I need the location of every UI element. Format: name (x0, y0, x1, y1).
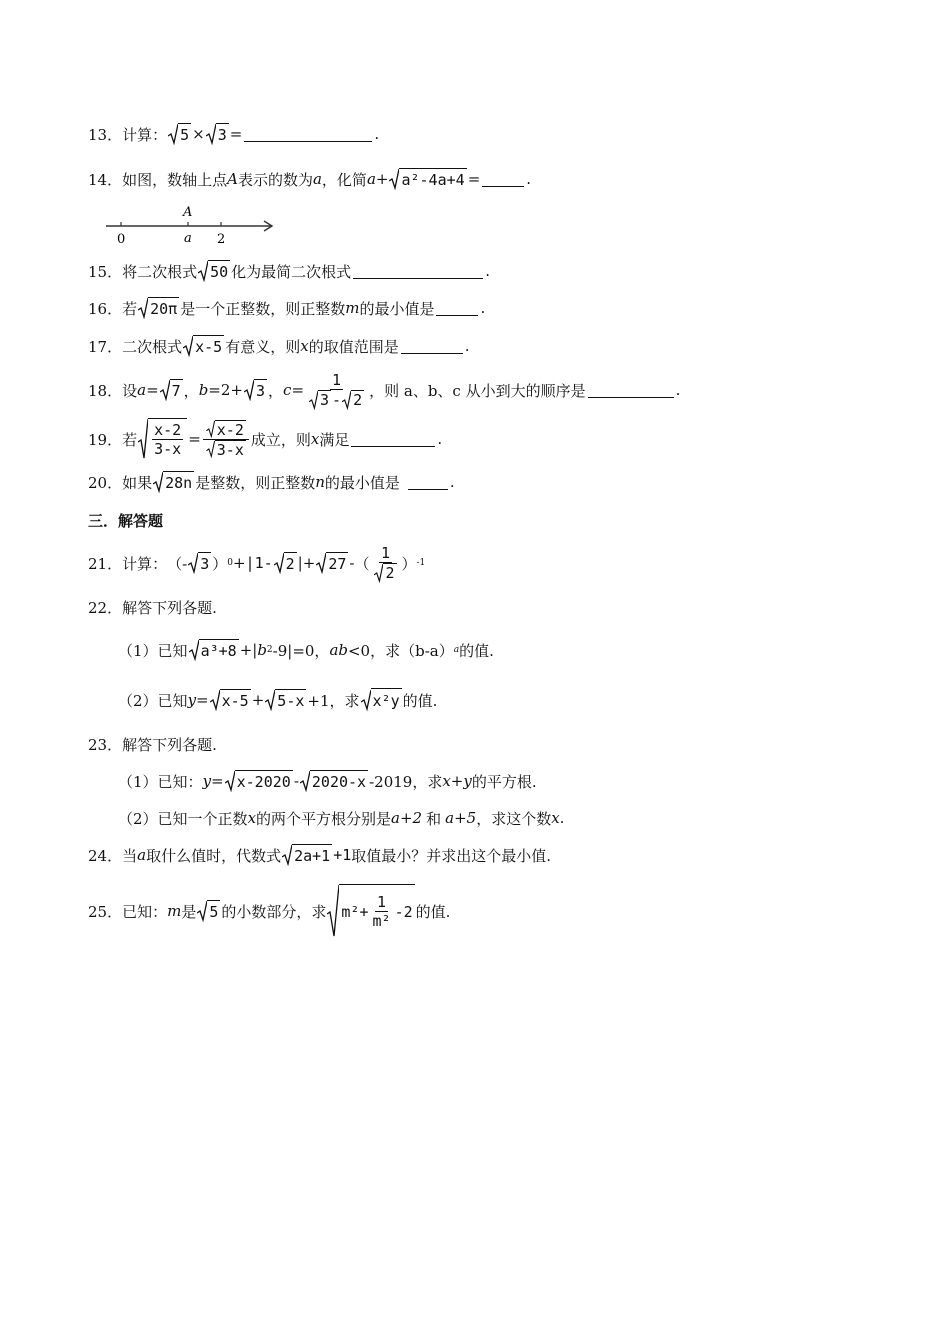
answer-blank[interactable] (588, 383, 674, 398)
radical: x-5 (183, 335, 224, 357)
label-2: 2 (217, 232, 226, 247)
radical: 5 (168, 123, 191, 145)
radical: 28n (153, 471, 194, 493)
radical: 5-x (265, 689, 306, 711)
question-number: 16． (88, 299, 123, 318)
radical: x-5 (210, 689, 251, 711)
question-21: 21． 计算： （- 3 ） 0 + |1- 2 | + 27 - （ $\frac{1}{2}$ ） -1 (88, 543, 426, 582)
question-25: 25． 已知： m 是 5 的小数部分，求 m²+ $\frac{1}{\text{m²}}$ -2 的值. (88, 882, 450, 940)
question-number: 21． (88, 554, 123, 573)
answer-blank[interactable] (408, 475, 448, 490)
radical: a²-4a+4 (389, 168, 466, 190)
question-number: 13． (88, 125, 123, 144)
radical: 2 (274, 552, 297, 574)
question-16: 16． 若 20π 是一个正整数，则正整数 m 的最小值是 . (88, 299, 486, 318)
question-number: 25． (88, 902, 123, 921)
question-15: 15． 将二次根式 50 化为最简二次根式 . (88, 262, 490, 281)
radical: 7 (160, 379, 183, 401)
question-number: 19． (88, 430, 123, 449)
section-heading: 三．解答题 (88, 511, 164, 530)
question-number: 20． (88, 473, 123, 492)
question-20: 20． 如果 28n 是整数，则正整数 n 的最小值是 . (88, 473, 455, 492)
question-23: 23． 解答下列各题. (88, 735, 217, 754)
question-number: 15． (88, 262, 123, 281)
question-17: 17． 二次根式 x-5 有意义，则 x 的取值范围是 . (88, 337, 470, 356)
question-19: 19． 若 $\frac{x-2}{3-x}$ = $\frac{x-2}{3-x}$ 成立，则 x 满足 . (88, 418, 442, 460)
radical: 50 (198, 260, 230, 282)
answer-blank[interactable] (244, 127, 372, 142)
question-number: 23． (88, 735, 123, 754)
label-A: A (183, 205, 193, 220)
label-0: 0 (117, 232, 126, 247)
radical: 3 (244, 379, 267, 401)
label-a: a (184, 231, 192, 246)
radical: a³+8 (189, 639, 239, 661)
question-14: 14． 如图，数轴上点 A 表示的数为 a ，化简 a + a²-4a+4 = . (88, 170, 532, 189)
radical: x-2020 (225, 770, 293, 792)
radical: $\frac{x-2}{3-x}$ (138, 418, 187, 460)
question-23-part-1: （1） 已知： y = x-2020 - 2020-x -2019，求 x+y 的平方根. (118, 772, 537, 791)
question-22: 22． 解答下列各题. (88, 598, 217, 617)
answer-blank[interactable] (436, 301, 478, 316)
radical: x²y (361, 688, 402, 712)
question-number: 17． (88, 337, 123, 356)
radical: m²+ $\frac{1}{\text{m²}}$ -2 (327, 884, 414, 938)
radical: 27 (316, 552, 348, 574)
fraction: $\frac{1}{2}$ (371, 544, 399, 583)
radical: 2020-x (300, 770, 368, 792)
question-number: 14． (88, 170, 123, 189)
question-23-part-2: （2） 已知一个正数 x 的两个平方根分别是 a+2 和 a+5 ，求这个数 x . (118, 809, 565, 828)
answer-blank[interactable] (351, 432, 435, 447)
radical: 5 (197, 900, 220, 922)
number-line-figure (104, 202, 279, 248)
question-13: 13． 计算： 5 × 3 = . (88, 125, 380, 144)
radical: 3 (188, 552, 211, 574)
question-22-part-1: （1） 已知 a³+8 +| b 2 -9|=0， ab <0，求（b-a） a 的值. (118, 641, 494, 660)
answer-blank[interactable] (353, 264, 483, 279)
radical: 3 (206, 123, 229, 145)
radical: 2a+1 (282, 844, 332, 866)
fraction: $\frac{x-2}{3-x}$ (203, 420, 249, 459)
answer-blank[interactable] (401, 339, 463, 354)
fraction: 1 3 - 2 (306, 371, 367, 410)
question-number: 22． (88, 598, 123, 617)
question-number: 18． (88, 381, 123, 400)
question-18: 18． 设 a = 7 ， b =2+ 3 ， c = 1 3 - 2 ，则 a、b、c 从小到大的顺序是 . (88, 370, 681, 409)
question-24: 24． 当 a 取什么值时，代数式 2a+1 +1 取值最小？并求出这个最小值. (88, 846, 552, 865)
question-number: 24． (88, 846, 123, 865)
question-22-part-2: （2） 已知 y = x-5 + 5-x +1，求 x²y 的值. (118, 688, 437, 712)
answer-blank[interactable] (482, 172, 524, 187)
radical: 20π (138, 297, 179, 319)
